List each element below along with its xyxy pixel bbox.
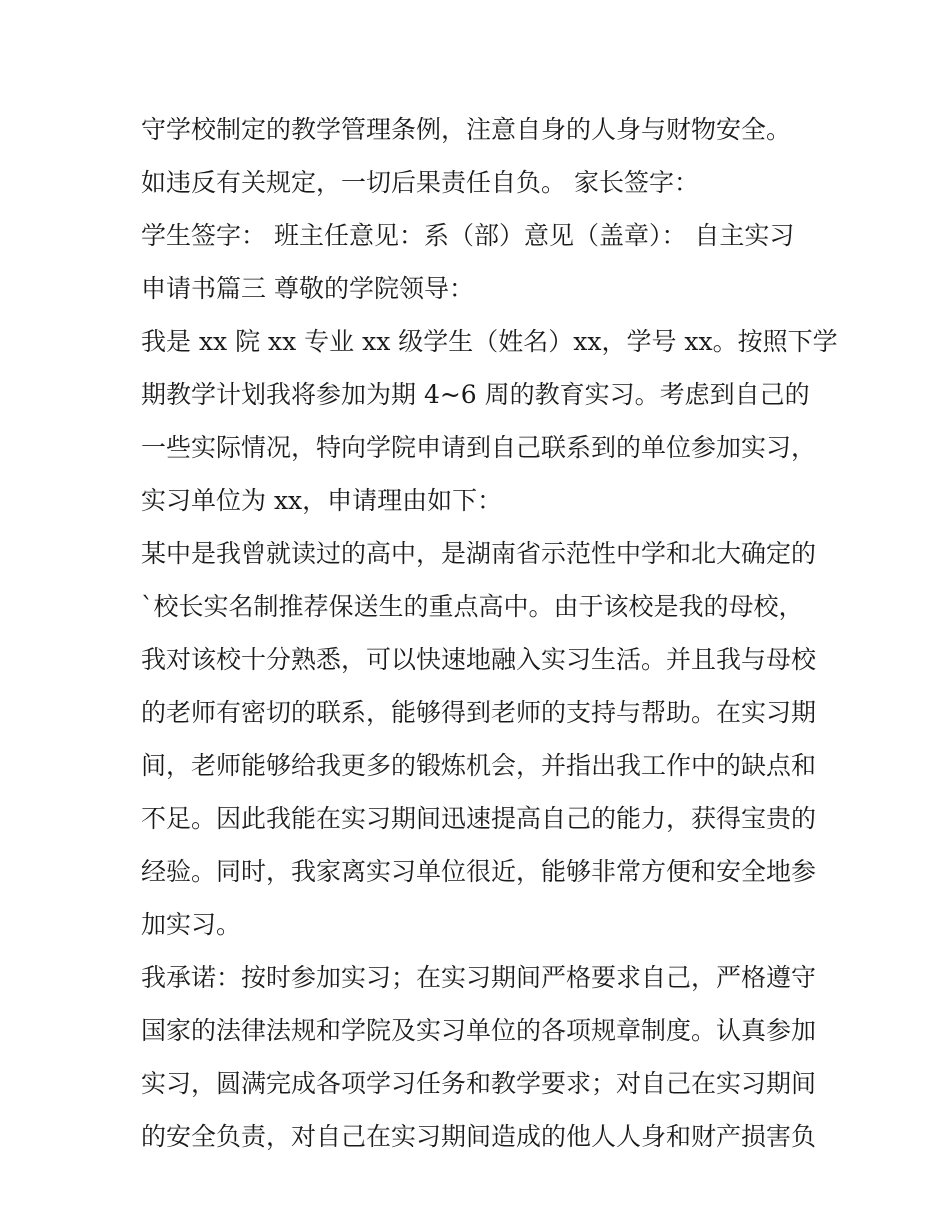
text-line: 经验。同时，我家离实习单位很近，能够非常方便和安全地参 — [141, 857, 817, 886]
text-line: 加实习。 — [141, 910, 242, 939]
text-line: `校长实名制推荐保送生的重点高中。由于该校是我的母校， — [141, 592, 804, 621]
text-line: 学生签字： 班主任意见：系（部）意见（盖章）： 自主实习 — [141, 221, 795, 250]
text-line: 我承诺：按时参加实习；在实习期间严格要求自己，严格遵守 — [141, 963, 817, 992]
text-line: 国家的法律法规和学院及实习单位的各项规章制度。认真参加 — [141, 1016, 817, 1045]
text-line: 我对该校十分熟悉，可以快速地融入实习生活。并且我与母校 — [141, 645, 817, 674]
text-line: 一些实际情况，特向学院申请到自己联系到的单位参加实习， — [141, 433, 817, 462]
text-line: 申请书篇三 尊敬的学院领导： — [141, 274, 474, 303]
text-line: 的安全负责，对自己在实习期间造成的他人人身和财产损害负 — [141, 1122, 817, 1151]
text-line: 如违反有关规定，一切后果责任自负。 家长签字： — [141, 168, 699, 197]
text-line: 不足。因此我能在实习期间迅速提高自己的能力，获得宝贵的 — [141, 804, 817, 833]
document-body — [141, 103, 838, 1163]
text-line: 期教学计划我将参加为期 4~6 周的教育实习。考虑到自己的 — [141, 380, 810, 409]
text-line: 间，老师能够给我更多的锻炼机会，并指出我工作中的缺点和 — [141, 751, 817, 780]
text-line: 守学校制定的教学管理条例，注意自身的人身与财物安全。 — [141, 115, 792, 144]
text-line: 某中是我曾就读过的高中，是湖南省示范性中学和北大确定的 — [141, 539, 817, 568]
text-line: 的老师有密切的联系，能够得到老师的支持与帮助。在实习期 — [141, 698, 817, 727]
text-line: 实习，圆满完成各项学习任务和教学要求；对自己在实习期间 — [141, 1069, 817, 1098]
text-line: 实习单位为 xx，申请理由如下： — [141, 486, 503, 515]
text-line: 我是 xx 院 xx 专业 xx 级学生（姓名）xx，学号 xx。按照下学 — [141, 327, 838, 356]
